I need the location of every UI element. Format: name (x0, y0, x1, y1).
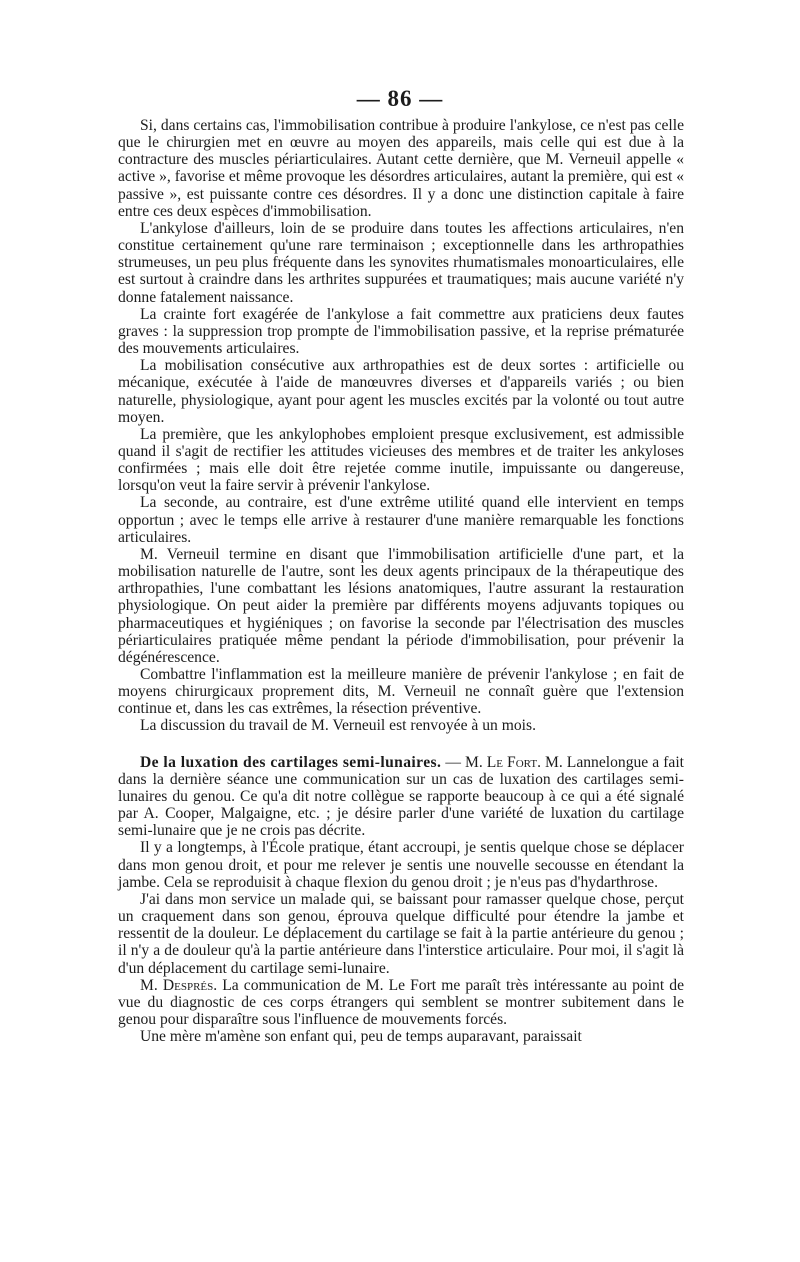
paragraph: L'ankylose d'ailleurs, loin de se produire dans toutes les affections articulaires, n'en constitue certainement qu'une rare terminaison ; exceptionnelle dans les arthropathies strumeuses, un peu plus fréquente dans les synovites rhumatismales monoarticulaires, elle est surtout à craindre dans les arthrites suppurées et traumatiques; mais aucune variété n'y donne fatalement naissance. (118, 219, 684, 306)
speaker-name: M. Després. (140, 976, 218, 994)
section-lead-text: M. Lannelongue a fait dans la dernière séance une communication sur un cas de luxation des cartilages semi-lunaires du genou. Ce qu'a dit notre collègue se rapporte beaucoup à ce qui a été signalé par A. Cooper, Malgaigne, etc. ; je désire parler d'une variété de luxation du cartilage semi-lunaire que je ne crois pas décrite. (118, 753, 684, 840)
section-lead-paragraph (118, 754, 684, 840)
paragraph: Si, dans certains cas, l'immobilisation contribue à produire l'ankylose, ce n'est pas celle que le chirurgien met en œuvre au moyen des appareils, mais celle qui est due à la contracture des muscles périarticulaires. Autant cette dernière, que M. Verneuil appelle « active », favorise et même provoque les désordres articulaires, autant la première, qui est « passive », est puissante contre ces désordres. Il y a donc une distinction capitale à faire entre ces deux espèces d'immobilisation. (118, 117, 684, 220)
paragraph: M. Verneuil termine en disant que l'immobilisation artificielle d'une part, et la mobilisation naturelle de l'autre, sont les deux agents principaux de la thérapeutique des arthropathies, l'une combattant les lésions anatomiques, l'autre assurant la restauration physiologique. On peut aider la première par différents moyens adjuvants topiques ou pharmaceutiques et hygiéniques ; on favorise la seconde par l'électrisation des muscles périarticulaires pratiquée même pendant la période d'immobilisation, pour prévenir la dégénérescence. (118, 545, 684, 666)
paragraph: La seconde, au contraire, est d'une extrême utilité quand elle intervient en temps opportun ; avec le temps elle arrive à restaurer d'une manière remarquable les fonctions articulaires. (118, 494, 684, 546)
paragraph: Combattre l'inflammation est la meilleure manière de prévenir l'ankylose ; en fait de moyens chirurgicaux proprement dits, M. Verneuil ne connaît guère que l'extension continue et, dans les cas extrêmes, la résection préventive. (118, 666, 684, 718)
section-heading: De la luxation des cartilages semi-lunaires. (140, 753, 442, 771)
paragraph: Il y a longtemps, à l'École pratique, étant accroupi, je sentis quelque chose se déplacer dans mon genou droit, et pour me relever je sentis une nouvelle secousse en étendant la jambe. Cela se reproduisit à chaque flexion du genou droit ; je n'eus pas d'hydarthrose. (118, 839, 684, 891)
paragraph: Une mère m'amène son enfant qui, peu de temps auparavant, paraissait (140, 1028, 582, 1046)
paragraph: La mobilisation consécutive aux arthropathies est de deux sortes : artificielle ou mécanique, exécutée à l'aide de manœuvres diverses et d'appareils variés ; ou bien naturelle, physiologique, ayant pour agent les muscles excités par la volonté ou tout autre moyen. (118, 357, 684, 426)
heading-dash: — (441, 753, 465, 771)
body-text (118, 117, 684, 1045)
speaker-name: M. Le Fort. (464, 753, 541, 771)
paragraph: J'ai dans mon service un malade qui, se baissant pour ramasser quelque chose, perçut un craquement dans son genou, éprouva quelque difficulté pour étendre la jambe et ressentit de la douleur. Le déplacement du cartilage se fait à la partie antérieure du genou ; il n'y a de douleur qu'à la partie antérieure dans l'interstice articulaire. Pour moi, il s'agit là d'un déplacement du cartilage semi-lunaire. (118, 890, 684, 977)
paragraph: La crainte fort exagérée de l'ankylose a fait commettre aux praticiens deux fautes graves : la suppression trop prompte de l'immobilisation passive, et la reprise prématurée des mouvements articulaires. (118, 305, 684, 358)
paragraph: La première, que les ankylophobes emploient presque exclusivement, est admissible quand il s'agit de rectifier les attitudes vicieuses des membres et de traiter les ankyloses confirmées ; mais elle doit être rejetée comme inutile, impuissante ou dangereuse, lorsqu'on veut la faire servir à prévenir l'ankylose. (118, 425, 684, 495)
despres-text: La communication de M. Le Fort me paraît très intéressante au point de vue du diagnostic de ces corps étrangers qui semblent se montrer subitement dans le genou pour disparaître sous l'influence de mouvements forcés. (118, 976, 684, 1028)
despres-paragraph (118, 977, 684, 1028)
page-number: — 86 — (356, 86, 444, 111)
paragraph: La discussion du travail de M. Verneuil est renvoyée à un mois. (140, 717, 536, 735)
